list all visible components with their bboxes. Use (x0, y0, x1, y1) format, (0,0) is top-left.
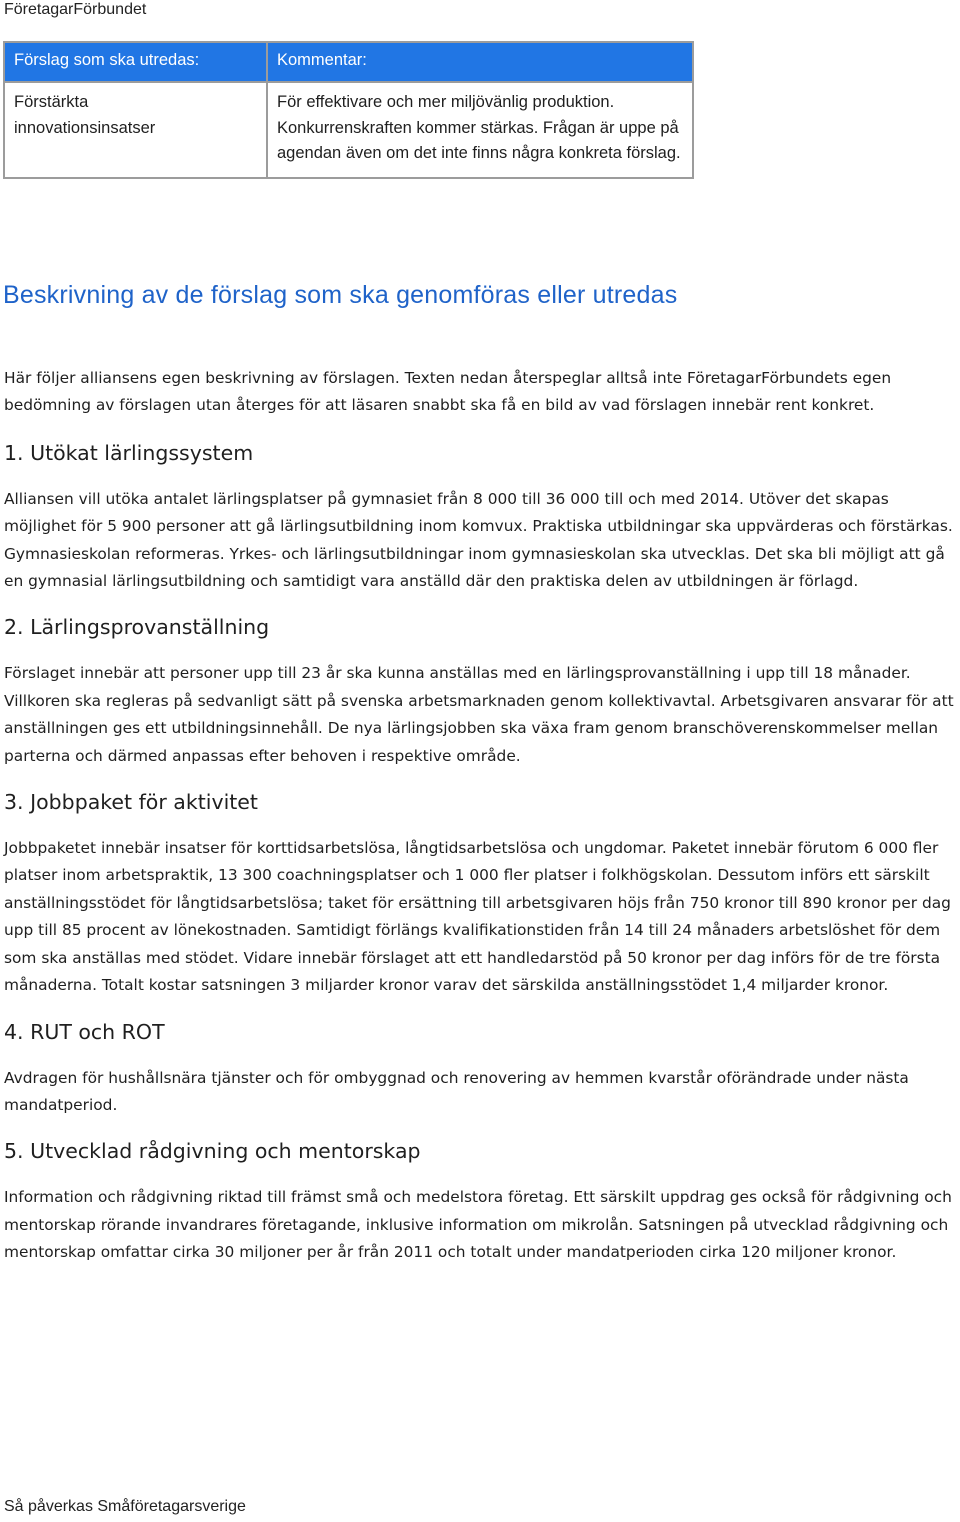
item-4-heading: 4. RUT och ROT (4, 1019, 165, 1044)
section-title: Beskrivning av de förslag som ska genomföras eller utredas (3, 281, 678, 309)
document-body (4, 365, 960, 1267)
proposal-text: Förstärkta innovationsinsatser (14, 93, 156, 137)
item-3-text: Jobbpaketet innebär insatser för korttidsarbetslösa, långtidsarbetslösa och ungdomar. Paketet innebär förutom 6 000 fler platser inom arbetspraktik, 13 300 coachningsplatser och 1 000 fler platser i folkhögskolan. Dessutom införs ett särskilt anställningsstödet för långtidsarbetslösa; taket för ersättning till arbetsgivaren höjs från 750 kronor till 890 kronor per dag upp till 85 procent av lönekostnaden. Samtidigt förlängs kvalifikationstiden från 14 till 24 månaders arbetslöshet för dem som ska anställas med stödet. Vidare innebär förslaget att ett handledarstöd på 50 kronor per dag införs för de tre första månaderna. Totalt kostar satsningen 3 miljarder kronor varav det särskilda anställningsstödet 1,4 miljarder kronor. (4, 839, 951, 995)
intro-paragraph: Här följer alliansens egen beskrivning av förslagen. Texten nedan återspeglar alltså inte FöretagarFörbundets egen bedömning av förslagen utan återges för att läsaren snabbt ska få en bild av vad förslagen innebär rent konkret. (4, 369, 892, 415)
item-5-heading: 5. Utvecklad rådgivning och mentorskap (4, 1139, 421, 1164)
item-1-text: Alliansen vill utöka antalet lärlingsplatser på gymnasiet från 8 000 till 36 000 till och med 2014. Utöver det skapas möjlighet för 5 900 personer att gå lärlingsutbildning inom komvux. Praktiska utbildningar ska uppvärderas och förstärkas. Gymnasieskolan reformeras. Yrkes- och lärlingsutbildningar inom gymnasieskolan ska utvecklas. Det ska bli möjligt att gå en gymnasial lärlingsutbildning och samtidigt vara anställd där den praktiska delen av utbildningen är förlagd. (4, 489, 953, 591)
document-header-brand: FöretagarFörbundet (4, 1, 147, 18)
table-cell-comment (267, 82, 693, 178)
document-footer: Så påverkas Småföretagarsverige (4, 1498, 246, 1515)
item-1-heading: 1. Utökat lärlingssystem (4, 440, 254, 465)
table-cell-proposal (4, 82, 267, 178)
table-header-proposal: Förslag som ska utredas: (4, 42, 267, 82)
table-header-row (4, 42, 693, 82)
proposal-table (3, 41, 694, 179)
table-row (4, 82, 693, 178)
item-3-heading: 3. Jobbpaket för aktivitet (4, 790, 258, 815)
item-5-text: Information och rådgivning riktad till främst små och medelstora företag. Ett särskilt uppdrag ges också för rådgivning och mentorskap rörande invandrares företagande, inklusive information om mikrolån. Satsningen på utvecklad rådgivning och mentorskap omfattar cirka 30 miljoner per år från 2011 och totalt under mandatperioden cirka 120 miljoner kronor. (4, 1188, 952, 1262)
item-2-heading: 2. Lärlingsprovanställning (4, 615, 270, 640)
item-2-text: Förslaget innebär att personer upp till 23 år ska kunna anställas med en lärlingsprovanställning i upp till 18 månader. Villkoren ska regleras på sedvanligt sätt på svenska arbetsmarknaden genom kollektivavtal. Arbetsgivaren ansvarar för att anställningen ges ett utbildningsinnehåll. De nya lärlingsjobben ska växa fram genom branschöverenskommelser mellan parterna och därmed anpassas efter behoven i respektive område. (4, 664, 954, 765)
item-4-text: Avdragen för hushållsnära tjänster och för ombyggnad och renovering av hemmen kvarstår oförändrade under nästa mandatperiod. (4, 1068, 909, 1114)
comment-text: För effektivare och mer miljövänlig produktion. Konkurrenskraften kommer stärkas. Frågan är uppe på agendan även om det inte finns några konkreta förslag. (277, 93, 681, 163)
table-header-comment: Kommentar: (267, 42, 693, 82)
